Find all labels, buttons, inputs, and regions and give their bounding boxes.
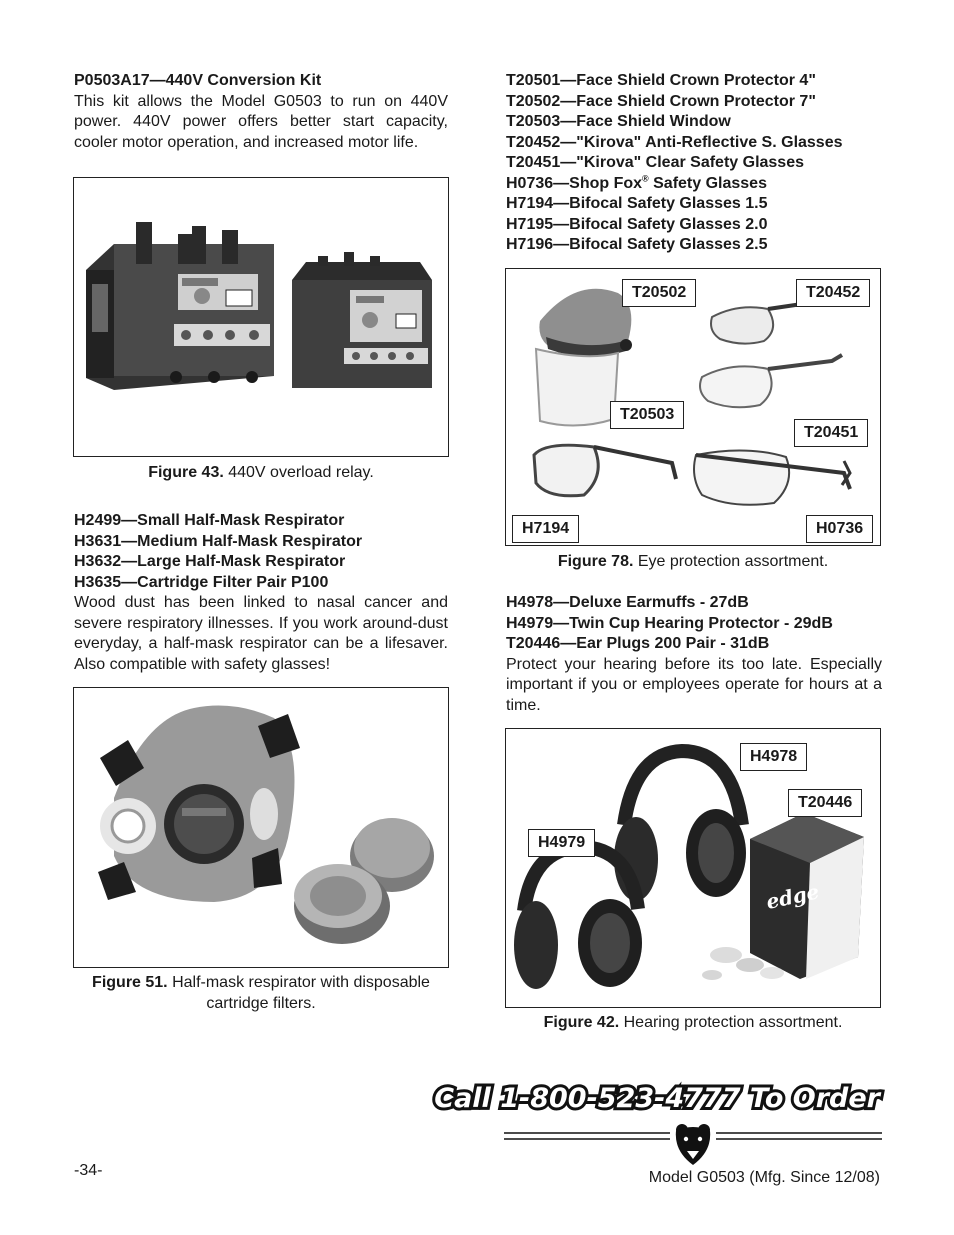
eyewear-heading-5: T20451—"Kirova" Clear Safety Glasses xyxy=(506,154,804,171)
tag-t20502: T20502 xyxy=(622,279,696,307)
registered-mark: ® xyxy=(642,173,649,184)
figure-51-caption-text: Half-mask respirator with disposable cartridge filters. xyxy=(167,974,430,1012)
figure-78-label: Figure 78. xyxy=(557,553,634,570)
eyewear-heading-6-prefix: H0736—Shop Fox xyxy=(506,174,643,192)
eyewear-heading-7: H7194—Bifocal Safety Glasses 1.5 xyxy=(506,195,768,212)
eyewear-heading-9: H7196—Bifocal Safety Glasses 2.5 xyxy=(506,236,768,253)
eyewear-heading-1: T20501—Face Shield Crown Protector 4" xyxy=(506,72,816,89)
hearing-heading-1: H4978—Deluxe Earmuffs - 27dB xyxy=(506,594,749,611)
respirator-section xyxy=(74,511,448,675)
footer-divider xyxy=(504,1121,882,1169)
conversion-kit-heading: P0503A17—440V Conversion Kit xyxy=(74,72,322,89)
order-phone-banner xyxy=(434,1074,881,1118)
figure-43-caption-text: 440V overload relay. xyxy=(223,464,374,481)
eyewear-heading-8: H7195—Bifocal Safety Glasses 2.0 xyxy=(506,215,768,233)
figure-78-caption-text: Eye protection assortment. xyxy=(633,553,829,570)
earplug-box-brand: edge xyxy=(764,879,822,914)
tag-t20452: T20452 xyxy=(796,279,870,307)
respirator-heading-4: H3635—Cartridge Filter Pair P100 xyxy=(74,573,329,591)
tag-h0736: H0736 xyxy=(806,515,873,543)
eyewear-heading-6 xyxy=(506,174,882,195)
respirator-description: Wood dust has been linked to nasal cancer and severe respiratory illnesses. If you work around-dust everyday, a half-mask respirator can be a lifesaver. Also compatible with safety glasses! xyxy=(74,594,448,673)
respirator-heading-2: H3631—Medium Half-Mask Respirator xyxy=(74,532,363,550)
figure-42-caption-text: Hearing protection assortment. xyxy=(619,1014,843,1031)
tag-t20446: T20446 xyxy=(788,789,862,817)
eyewear-heading-4: T20452—"Kirova" Anti-Reflective S. Glasses xyxy=(506,133,843,151)
page-number: -34- xyxy=(74,1162,103,1179)
order-phone-text: Call 1-800-523-4777 To Order xyxy=(434,1083,880,1114)
figure-43-caption xyxy=(73,463,449,484)
hearing-section xyxy=(506,593,882,716)
tag-h4978: H4978 xyxy=(740,743,807,771)
figure-42-image xyxy=(505,728,881,1008)
conversion-kit-description: This kit allows the Model G0503 to run on 440V power. 440V power offers better start capacity, cooler motor operation, and increased motor life. xyxy=(74,92,448,151)
tag-t20451: T20451 xyxy=(794,419,868,447)
hearing-heading-3: T20446—Ear Plugs 200 Pair - 31dB xyxy=(506,635,770,652)
hearing-heading-2: H4979—Twin Cup Hearing Protector - 29dB xyxy=(506,614,833,632)
respirator-illustration xyxy=(74,688,447,966)
conversion-kit-section xyxy=(74,71,448,153)
eyewear-heading-2: T20502—Face Shield Crown Protector 7" xyxy=(506,92,816,110)
tag-t20503: T20503 xyxy=(610,401,684,429)
eye-protection-illustration xyxy=(506,269,879,544)
grizzly-bear-logo-icon xyxy=(676,1124,710,1165)
footer-model-info: Model G0503 (Mfg. Since 12/08) xyxy=(648,1169,880,1186)
figure-51-caption xyxy=(73,973,449,1014)
figure-78-caption xyxy=(505,552,881,573)
figure-43-label: Figure 43. xyxy=(148,464,224,481)
respirator-heading-3: H3632—Large Half-Mask Respirator xyxy=(74,553,346,570)
hearing-description: Protect your hearing before its too late. Especially important if you or employees operate for hours at a time. xyxy=(506,655,882,714)
eyewear-heading-6-suffix: Safety Glasses xyxy=(648,174,767,192)
hearing-protection-illustration xyxy=(506,729,879,1006)
figure-78-image xyxy=(505,268,881,546)
tag-h4979: H4979 xyxy=(528,829,595,857)
figure-42-label: Figure 42. xyxy=(543,1014,620,1031)
overload-relay-illustration xyxy=(74,178,447,455)
figure-42-caption xyxy=(505,1013,881,1034)
eyewear-heading-3: T20503—Face Shield Window xyxy=(506,113,731,130)
tag-h7194: H7194 xyxy=(512,515,579,543)
respirator-heading-1: H2499—Small Half-Mask Respirator xyxy=(74,512,345,529)
figure-51-label: Figure 51. xyxy=(92,974,168,991)
figure-51-image xyxy=(73,687,449,968)
eyewear-section xyxy=(506,71,882,256)
figure-43-image xyxy=(73,177,449,457)
